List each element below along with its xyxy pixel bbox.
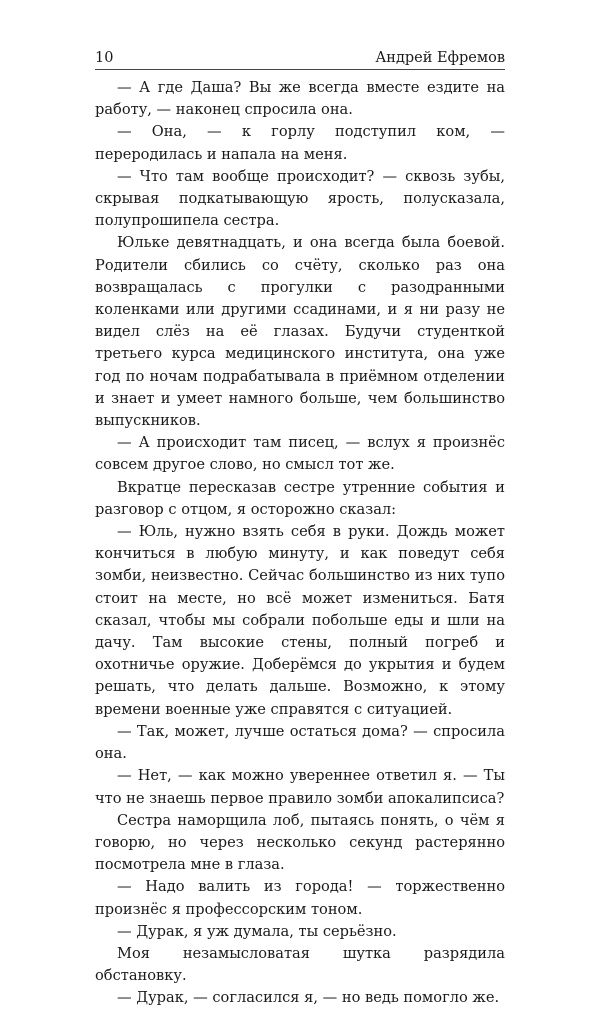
paragraph: — Надо валить из города! — торжественно произнёс я профессорским тоном.	[95, 878, 505, 918]
paragraph: Юльке девятнадцать, и она всегда была боевой. Родители сбились со счёту, сколько раз она возвращалась с прогулки с разодранными коленками или другими ссадинами, и я ни разу не видел слёз на её глазах. Будучи студенткой третьего курса медицинского института, она уже год по ночам подрабатывала в приёмном отделении и знает и умеет намного больше, чем большинство выпускников.	[95, 234, 505, 430]
page-body	[95, 77, 505, 1010]
paragraph: — Нет, — как можно увереннее ответил я. — Ты что не знаешь первое правило зомби апокалипсиса?	[95, 767, 505, 807]
author-name: Андрей Ефремов	[375, 50, 505, 66]
paragraph: Вкратце пересказав сестре утренние события и разговор с отцом, я осторожно сказал:	[95, 478, 505, 518]
paragraph: — Что там вообще происходит? — сквозь зубы, скрывая подкатывающую ярость, полусказала, полупрошипела сестра.	[95, 167, 505, 230]
paragraph: Моя незамысловатая шутка разрядила обстановку.	[95, 944, 505, 985]
paragraph: — Она, — к горлу подступил ком, — переродилась и напала на меня.	[95, 123, 505, 163]
paragraph: — А где Даша? Вы же всегда вместе ездите на работу, — наконец спросила она.	[95, 79, 505, 119]
paragraph: — Дурак, — согласился я, — но ведь помогло же.	[117, 989, 500, 1007]
paragraph: — Дурак, я уж думала, ты серьёзно.	[117, 922, 397, 940]
paragraph: — Юль, нужно взять себя в руки. Дождь может кончиться в любую минуту, и как поведут себя зомби, неизвестно. Сейчас большинство из них тупо стоит на месте, но всё может измениться. Батя сказал, чтобы мы собрали побольше еды и шли на дачу. Там высокие стены, полный погреб и охотничье оружие. Доберёмся до укрытия и будем решать, что делать дальше. Возможно, к этому времени военные уже справятся с ситуацией.	[95, 523, 505, 718]
paragraph: Сестра наморщила лоб, пытаясь понять, о чём я говорю, но через несколько секунд растерянно посмотрела мне в глаза.	[95, 811, 505, 874]
page-number: 10	[95, 50, 114, 66]
running-header	[95, 44, 505, 70]
paragraph: — Так, может, лучше остаться дома? — спросила она.	[95, 722, 505, 763]
paragraph: — А происходит там писец, — вслух я произнёс совсем другое слово, но смысл тот же.	[95, 434, 505, 474]
